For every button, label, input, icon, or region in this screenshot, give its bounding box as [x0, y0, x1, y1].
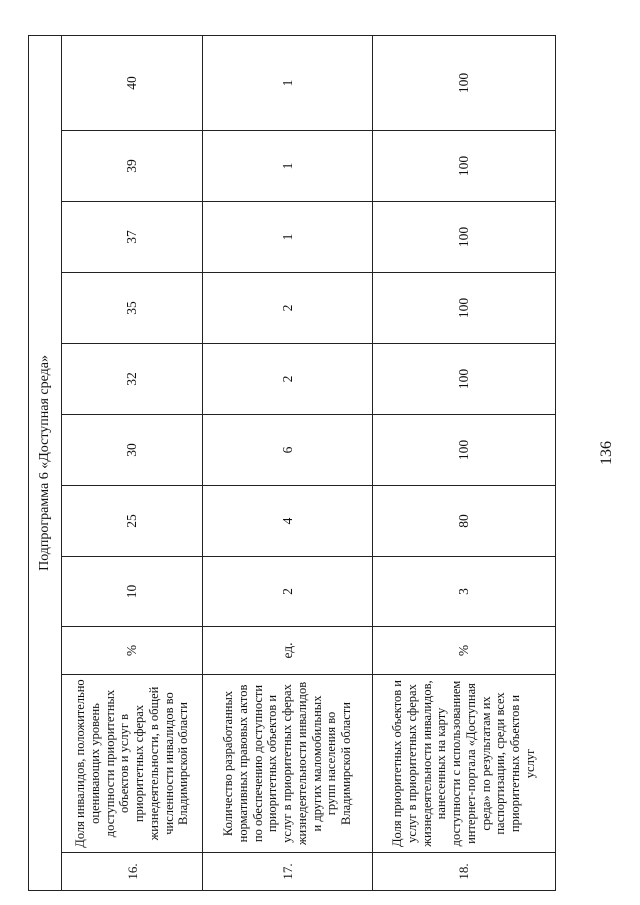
value-cell: 25: [62, 486, 203, 557]
unit-cell: %: [62, 627, 203, 675]
value-cell: 2: [203, 557, 372, 627]
table-row: [203, 35, 372, 890]
value-cell: 2: [203, 273, 372, 344]
value-cell: 100: [372, 202, 555, 273]
value-cell: 2: [203, 344, 372, 415]
value-cell: 35: [62, 273, 203, 344]
indicators-table: [28, 35, 556, 891]
value-cell: 37: [62, 202, 203, 273]
row-number: 18.: [372, 853, 555, 891]
value-cell: 1: [203, 35, 372, 130]
indicator-name: Количество разработанных нормативных правовых актов по обеспечению доступности приоритетных объектов и услуг в приоритетных сферах жизнедеятельности инвалидов и других маломобильных групп населения во Владимирской области: [203, 675, 372, 853]
value-cell: 100: [372, 415, 555, 486]
value-cell: 100: [372, 344, 555, 415]
value-cell: 100: [372, 131, 555, 202]
value-cell: 39: [62, 131, 203, 202]
row-number: 17.: [203, 853, 372, 891]
table-row: [372, 35, 555, 890]
subprogram-row: [29, 35, 62, 890]
row-number: 16.: [62, 853, 203, 891]
value-cell: 100: [372, 35, 555, 130]
value-cell: 1: [203, 202, 372, 273]
value-cell: 40: [62, 35, 203, 130]
indicator-name: Доля приоритетных объектов и услуг в приоритетных сферах жизнедеятельности инвалидов, нанесенных на карту доступности с использованием интернет-портала «Доступная среда» по результатам их паспортизации, среди всех приоритетных объектов и услуг: [372, 675, 555, 853]
unit-cell: ед.: [203, 627, 372, 675]
value-cell: 100: [372, 273, 555, 344]
subprogram-title: Подпрограмма 6 «Доступная среда»: [29, 35, 62, 890]
value-cell: 32: [62, 344, 203, 415]
value-cell: 1: [203, 131, 372, 202]
value-cell: 6: [203, 415, 372, 486]
table-row: [62, 35, 203, 890]
unit-cell: %: [372, 627, 555, 675]
value-cell: 4: [203, 486, 372, 557]
value-cell: 3: [372, 557, 555, 627]
value-cell: 10: [62, 557, 203, 627]
page-number: 136: [598, 441, 615, 465]
value-cell: 80: [372, 486, 555, 557]
value-cell: 30: [62, 415, 203, 486]
indicator-name: Доля инвалидов, положительно оценивающих уровень доступности приоритетных объектов и услуг в приоритетных сферах жизнедеятельности, в общей численности инвалидов во Владимирской области: [62, 675, 203, 853]
